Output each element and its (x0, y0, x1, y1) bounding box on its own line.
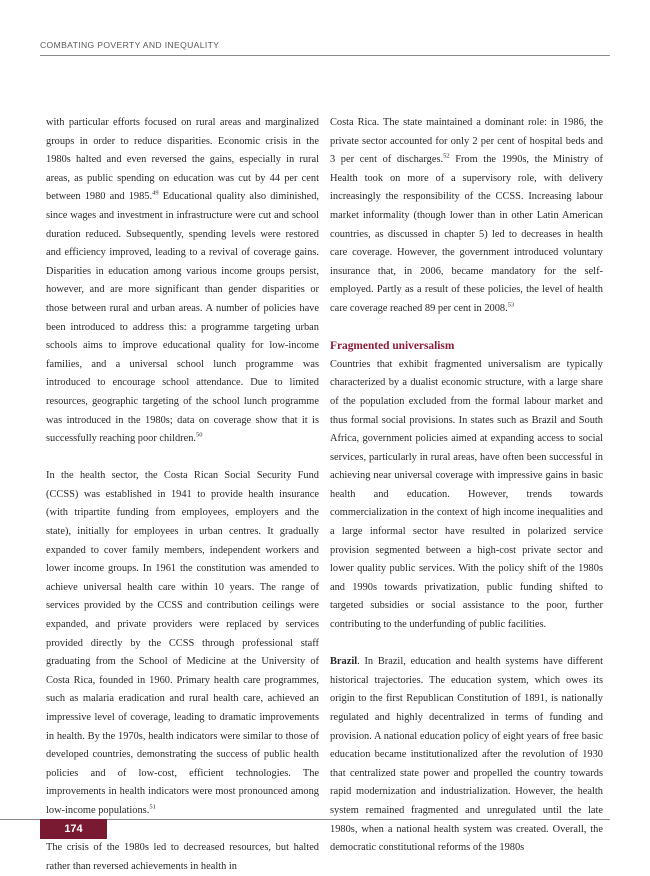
footnote-ref[interactable]: 53 (507, 301, 515, 309)
header-rule (40, 55, 610, 56)
page-number: 174 (64, 823, 83, 835)
right-column (330, 114, 603, 858)
left-column (46, 114, 319, 876)
footnote-ref[interactable]: 49 (152, 189, 159, 197)
country-lead: Brazil (330, 656, 358, 668)
footnote-ref[interactable]: 52 (443, 152, 450, 160)
footnote-ref[interactable]: 50 (196, 431, 203, 439)
left-paragraph-2: In the health sector, the Costa Rican Social Security Fund (CCSS) was established in 1941 to provide health insurance (with tripartite funding from employees, employers and the state), initially for employees in urban centres. It gradually expanded to cover family members, independent workers and lower income groups. In 1961 the constitution was amended to achieve universal health care within 10 years. The range of services provided by the CCSS and contribution ceilings were expanded, and private providers were replaced by services provided directly by the CCSS through professional staff graduating from the School of Medicine at the University of Costa Rica, founded in 1960. Primary health care programmes, such as malaria eradication and rural health care, achieved an impressive level of coverage, leading to dramatic improvements in health. By the 1970s, health indicators were similar to those of developed countries, demonstrating the success of public health policies and of low-cost, efficient technologies. The improvements in health indicators were most pronounced among low-income populations.$^{51}$ (46, 470, 319, 816)
right-paragraph-3: Brazil. In Brazil, education and health systems have different historical trajectories. The education system, which owes its origin to the first Republican Constitution of 1891, is nationally regulated and highly decentralized in terms of funding and provision. A national education policy of eight years of free basic education became institutionalized after the revolution of 1930 that centralized state power and propelled the country towards rapid modernization and industrialization. However, the health system remained fragmented and unregulated until the late 1980s, when a national health system was created. Overall, the democratic constitutional reforms of the 1980s (330, 656, 603, 854)
left-paragraph-3: The crisis of the 1980s led to decreased resources, but halted rather than reversed achievements in health in (46, 842, 319, 872)
right-paragraph-1: Costa Rica. The state maintained a dominant role: in 1986, the private sector accounted for only 2 per cent of hospital beds and 3 per cent of discharges.$^{52}$ From the 1990s, the Ministry of Health took on more of a supervisory role, with delivery increasingly the responsibility of the CCSS. Increasing labour market informality (though lower than in other Latin American countries, as discussed in chapter 5) led to decreases in health care coverage. However, the government introduced voluntary insurance that, in 2006, became mandatory for the self-employed. Partly as a result of these policies, the level of health care coverage reached 89 per cent in 2008.53 (330, 117, 603, 314)
right-paragraph-2: Countries that exhibit fragmented universalism are typically characterized by a dualist economic structure, with a large share of the population excluded from the formal labour market and thus formal social provisions. In states such as Brazil and South Africa, government policies aimed at expanding access to social services, particularly in rural areas, have often been successful in achieving near universal coverage with impressive gains in basic health and education. However, trends towards commercialization in the context of high income inequalities and a large informal sector have resulted in polarized service provision segmented between a high-cost private sector and lower quality public services. With the policy shift of the 1980s and 1990s towards privatization, public funding shifted to targeted subsidies or social assistance to the poor, further contributing to the underfunding of public facilities. (330, 358, 603, 631)
left-paragraph-1: with particular efforts focused on rural areas and marginalized groups in order to reduce disparities. Economic crisis in the 1980s halted and even reversed the gains, especially in rural areas, as public spending on education was cut by 44 per cent between 1980 and 1985.49 Educational quality also diminished, since wages and investment in infrastructure were cut and school duration reduced. Subsequently, spending levels were restored and efficiency improved, leading to a revival of coverage gains. Disparities in education among various income groups persist, however, and are more significant than gender disparities or those between rural and urban areas. A number of policies have been introduced to address this: a programme targeting urban schools aims to improve educational quality for low-income families, and a universal school lunch programme was introduced to encourage school attendance. Due to limited resources, geographic targeting of the school lunch programme was introduced in the 1980s; data on coverage show that it is successfully reaching poor children.$^{50}$ (46, 117, 319, 445)
section-heading: Fragmented universalism (330, 340, 455, 353)
running-head: COMBATING POVERTY AND INEQUALITY (40, 40, 220, 50)
footnote-ref[interactable]: 51 (149, 803, 156, 811)
page-number-box (40, 819, 107, 839)
